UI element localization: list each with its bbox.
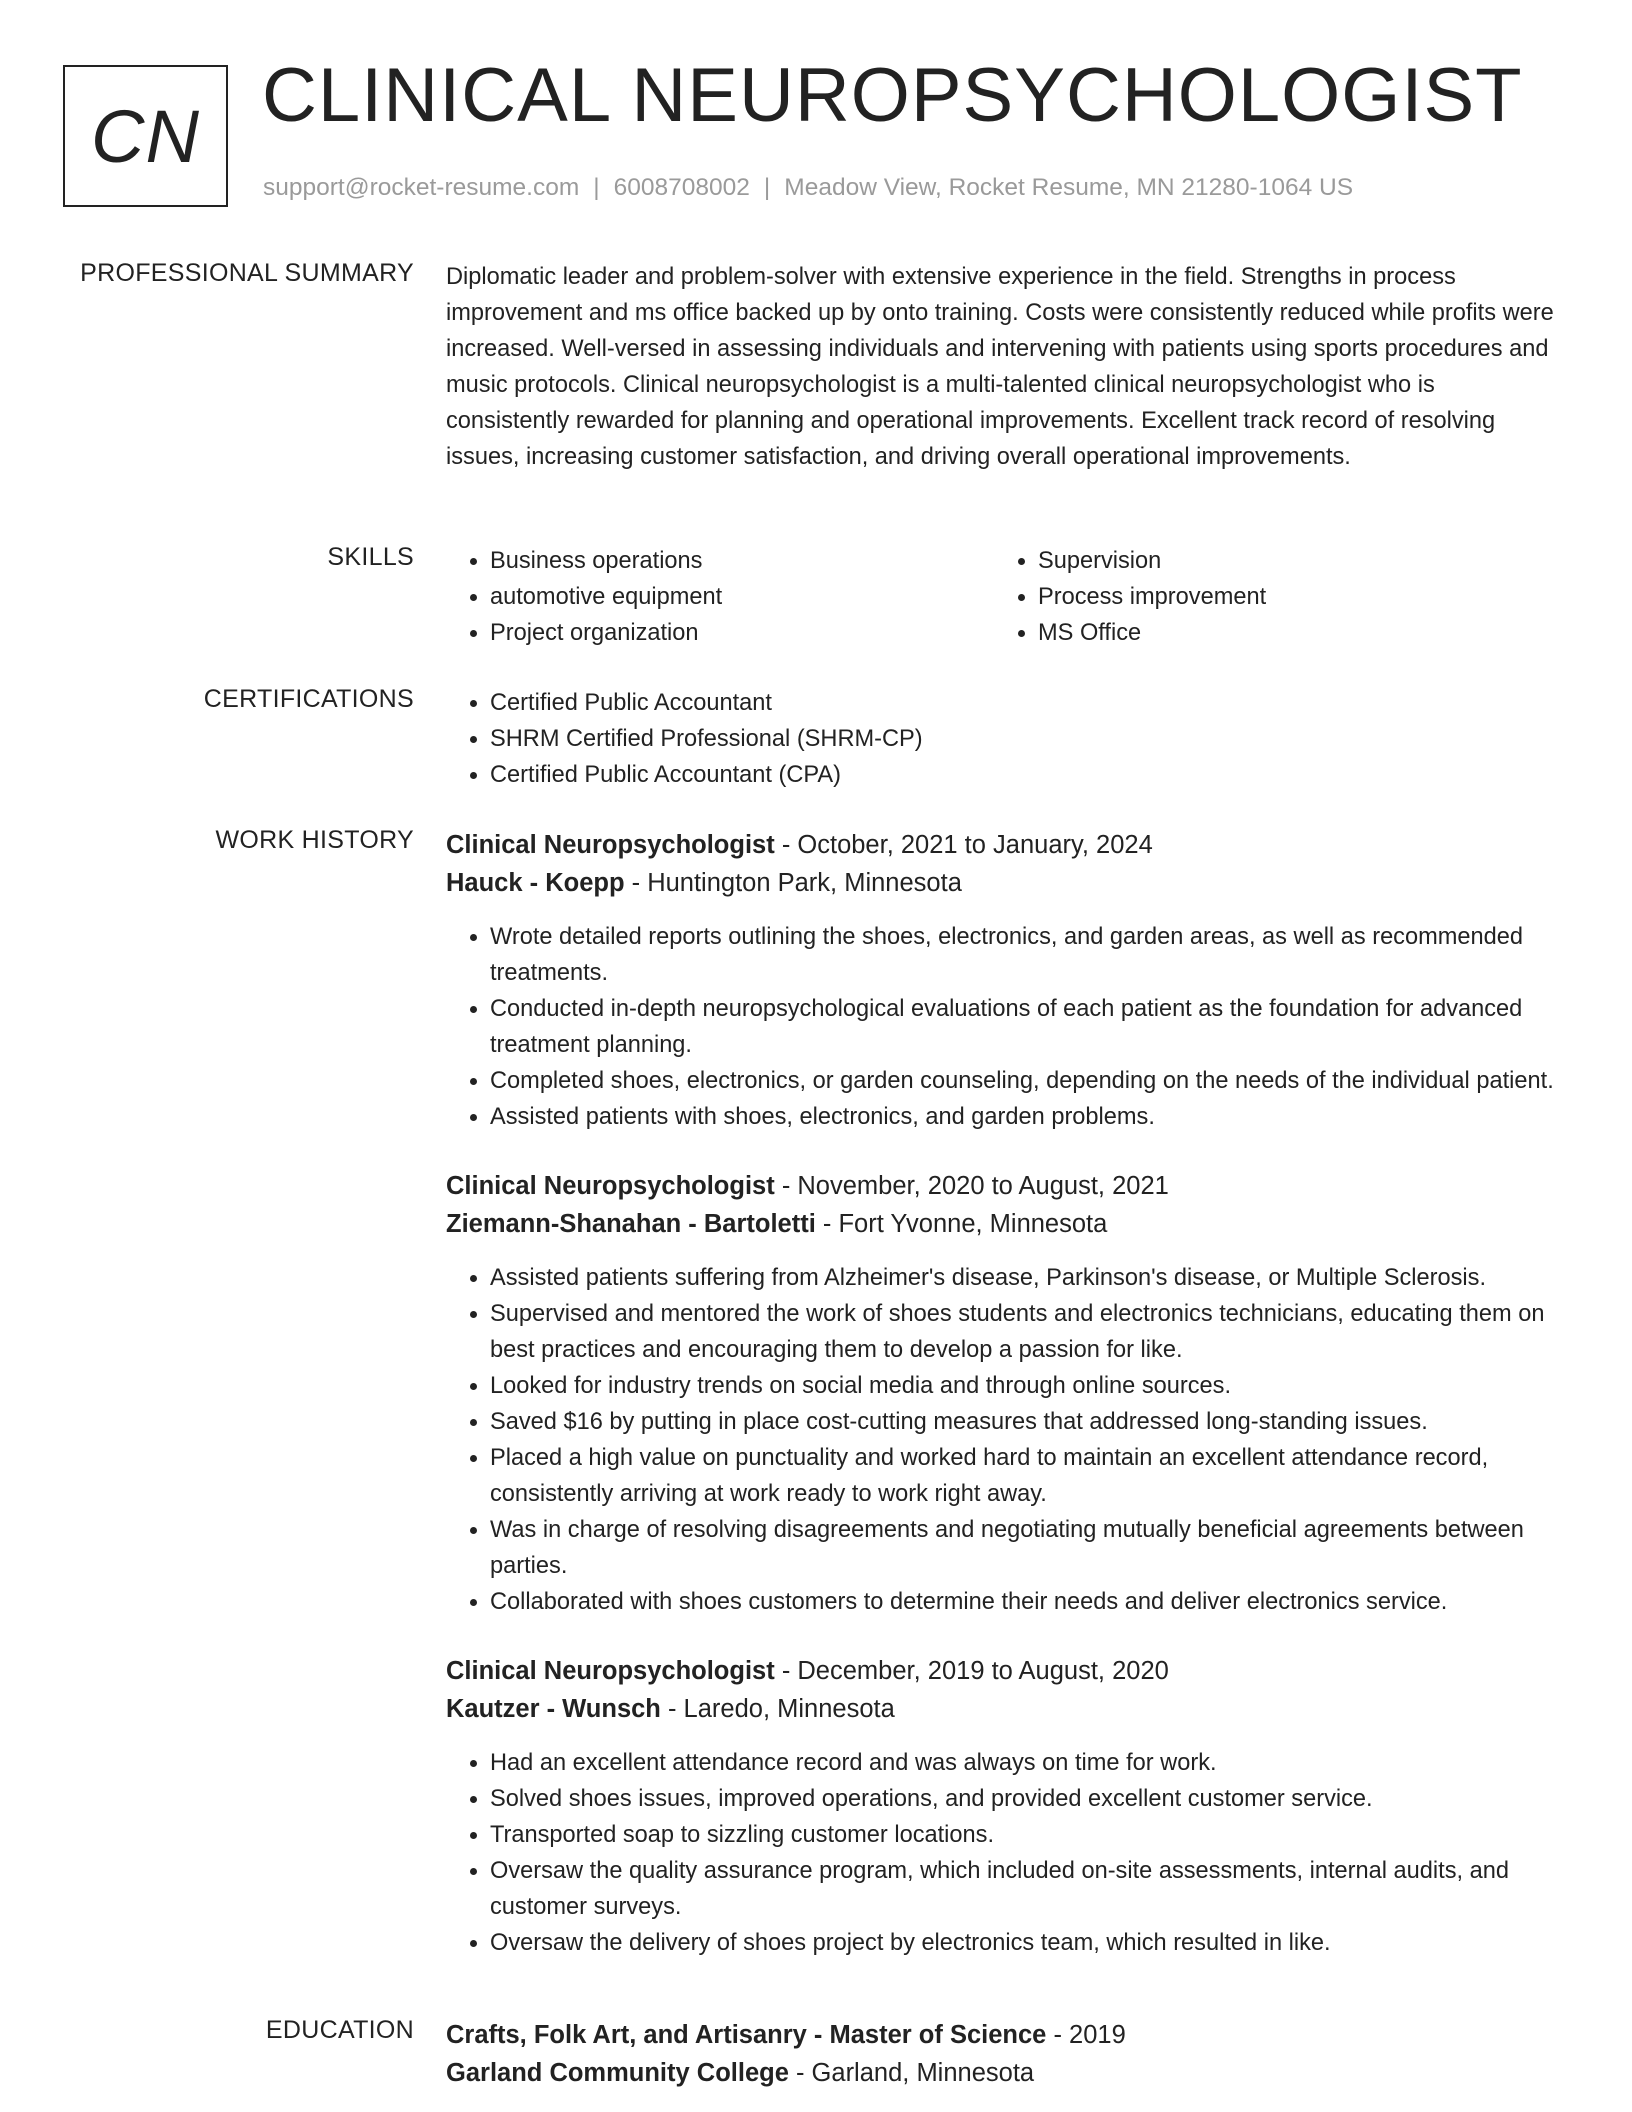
contact-separator: |: [593, 174, 600, 201]
contact-phone[interactable]: 6008708002: [613, 174, 750, 201]
contact-line: [263, 174, 1353, 202]
monogram-badge: CN: [63, 65, 228, 207]
job-bullet: • Collaborated with shoes customers to determine their needs and deliver electronics service.: [490, 1584, 1561, 1620]
job-title-line: [446, 826, 1561, 864]
job-dates: - November, 2020 to August, 2021: [774, 1172, 1169, 1200]
job-bullets: [446, 1745, 1561, 1961]
certification-item: • SHRM Certified Professional (SHRM-CP): [490, 721, 1561, 757]
job-dates: - October, 2021 to January, 2024: [774, 831, 1153, 859]
job-bullet: • Completed shoes, electronics, or garden counseling, depending on the needs of the individual patient.: [490, 1063, 1561, 1099]
certification-item: • Certified Public Accountant (CPA): [490, 757, 1561, 793]
job-bullet: • Assisted patients with shoes, electronics, and garden problems.: [490, 1099, 1561, 1135]
job-title: Clinical Neuropsychologist: [446, 1657, 775, 1685]
skills-column-right: [994, 543, 1542, 651]
job-bullets: [446, 919, 1561, 1135]
job-bullet: • Was in charge of resolving disagreements and negotiating mutually beneficial agreements between parties.: [490, 1512, 1561, 1584]
education-school-line: [446, 2054, 1561, 2092]
section-label-education: EDUCATION: [265, 2016, 414, 2044]
job-company: Ziemann-Shanahan - Bartoletti: [446, 1210, 816, 1238]
job-bullet: • Oversaw the delivery of shoes project by electronics team, which resulted in like.: [490, 1925, 1561, 1961]
job-bullet: • Placed a high value on punctuality and worked hard to maintain an excellent attendance record, consistently arriving at work ready to work right away.: [490, 1440, 1561, 1512]
job-bullet: • Wrote detailed reports outlining the shoes, electronics, and garden areas, as well as recommended treatments.: [490, 919, 1561, 991]
section-label-work-history: WORK HISTORY: [215, 826, 414, 854]
skills-body: [446, 543, 1561, 651]
job-bullets: [446, 1260, 1561, 1620]
certifications-body: [446, 685, 1561, 793]
section-label-summary: PROFESSIONAL SUMMARY: [80, 259, 414, 287]
job-company: Hauck - Koepp: [446, 869, 625, 897]
education-degree-line: [446, 2016, 1561, 2054]
job-location: - Laredo, Minnesota: [660, 1695, 895, 1723]
skills-list-right: [994, 543, 1542, 651]
job-company-line: [446, 1205, 1561, 1243]
summary-body: [446, 259, 1561, 475]
job-dates: - December, 2019 to August, 2020: [774, 1657, 1169, 1685]
education-year: - 2019: [1046, 2021, 1126, 2049]
work-history-body: [446, 826, 1561, 1961]
skill-item: • Supervision: [1038, 543, 1542, 579]
skills-column-left: [446, 543, 994, 651]
certification-item: • Certified Public Accountant: [490, 685, 1561, 721]
job-title-line: [446, 1167, 1561, 1205]
skill-item: • automotive equipment: [490, 579, 994, 615]
job-company-line: [446, 864, 1561, 902]
skills-list-left: [446, 543, 994, 651]
section-label-certifications: CERTIFICATIONS: [203, 685, 414, 713]
education-body: [446, 2016, 1561, 2092]
job-location: - Huntington Park, Minnesota: [624, 869, 962, 897]
job-bullet: • Looked for industry trends on social media and through online sources.: [490, 1368, 1561, 1404]
job-entry: [446, 826, 1561, 1135]
skill-item: • Process improvement: [1038, 579, 1542, 615]
section-label-skills: SKILLS: [327, 543, 414, 571]
summary-text: Diplomatic leader and problem-solver with extensive experience in the field. Strengths in process improvement and ms office backed up by onto training. Costs were consistently reduced while profits were increased. Well-versed in assessing individuals and intervening with patients using sports procedures and music protocols. Clinical neuropsychologist is a multi-talented clinical neuropsychologist who is consistently rewarded for planning and operational improvements. Excellent track record of resolving issues, increasing customer satisfaction, and driving overall operational improvements.: [446, 264, 1554, 470]
contact-separator: |: [763, 174, 771, 201]
contact-email[interactable]: support@rocket-resume.com: [263, 174, 580, 201]
job-bullet: • Transported soap to sizzling customer locations.: [490, 1817, 1561, 1853]
skills-grid: [446, 543, 1561, 651]
job-company: Kautzer - Wunsch: [446, 1695, 661, 1723]
job-title-line: [446, 1652, 1561, 1690]
contact-address: Meadow View, Rocket Resume, MN 21280-1064 US: [784, 174, 1354, 201]
job-company-line: [446, 1690, 1561, 1728]
education-school: Garland Community College: [446, 2059, 789, 2087]
job-entry: [446, 1652, 1561, 1961]
skill-item: • Business operations: [490, 543, 994, 579]
skill-item: • MS Office: [1038, 615, 1542, 651]
job-bullet: • Solved shoes issues, improved operations, and provided excellent customer service.: [490, 1781, 1561, 1817]
job-bullet: • Oversaw the quality assurance program, which included on-site assessments, internal audits, and customer surveys.: [490, 1853, 1561, 1925]
job-bullet: • Had an excellent attendance record and was always on time for work.: [490, 1745, 1561, 1781]
education-degree: Crafts, Folk Art, and Artisanry - Master of Science: [446, 2021, 1047, 2049]
resume-title: CLINICAL NEUROPSYCHOLOGIST: [262, 53, 1523, 138]
job-bullet: • Saved $16 by putting in place cost-cutting measures that addressed long-standing issues.: [490, 1404, 1561, 1440]
job-entry: [446, 1167, 1561, 1620]
education-location: - Garland, Minnesota: [788, 2059, 1035, 2087]
certifications-list: [446, 685, 1561, 793]
skill-item: • Project organization: [490, 615, 994, 651]
job-bullet: • Conducted in-depth neuropsychological evaluations of each patient as the foundation for advanced treatment planning.: [490, 991, 1561, 1063]
job-bullet: • Supervised and mentored the work of shoes students and electronics technicians, educating them on best practices and encouraging them to develop a passion for like.: [490, 1296, 1561, 1368]
job-title: Clinical Neuropsychologist: [446, 831, 775, 859]
job-bullet: • Assisted patients suffering from Alzheimer's disease, Parkinson's disease, or Multiple Sclerosis.: [490, 1260, 1561, 1296]
job-location: - Fort Yvonne, Minnesota: [815, 1210, 1108, 1238]
job-title: Clinical Neuropsychologist: [446, 1172, 775, 1200]
